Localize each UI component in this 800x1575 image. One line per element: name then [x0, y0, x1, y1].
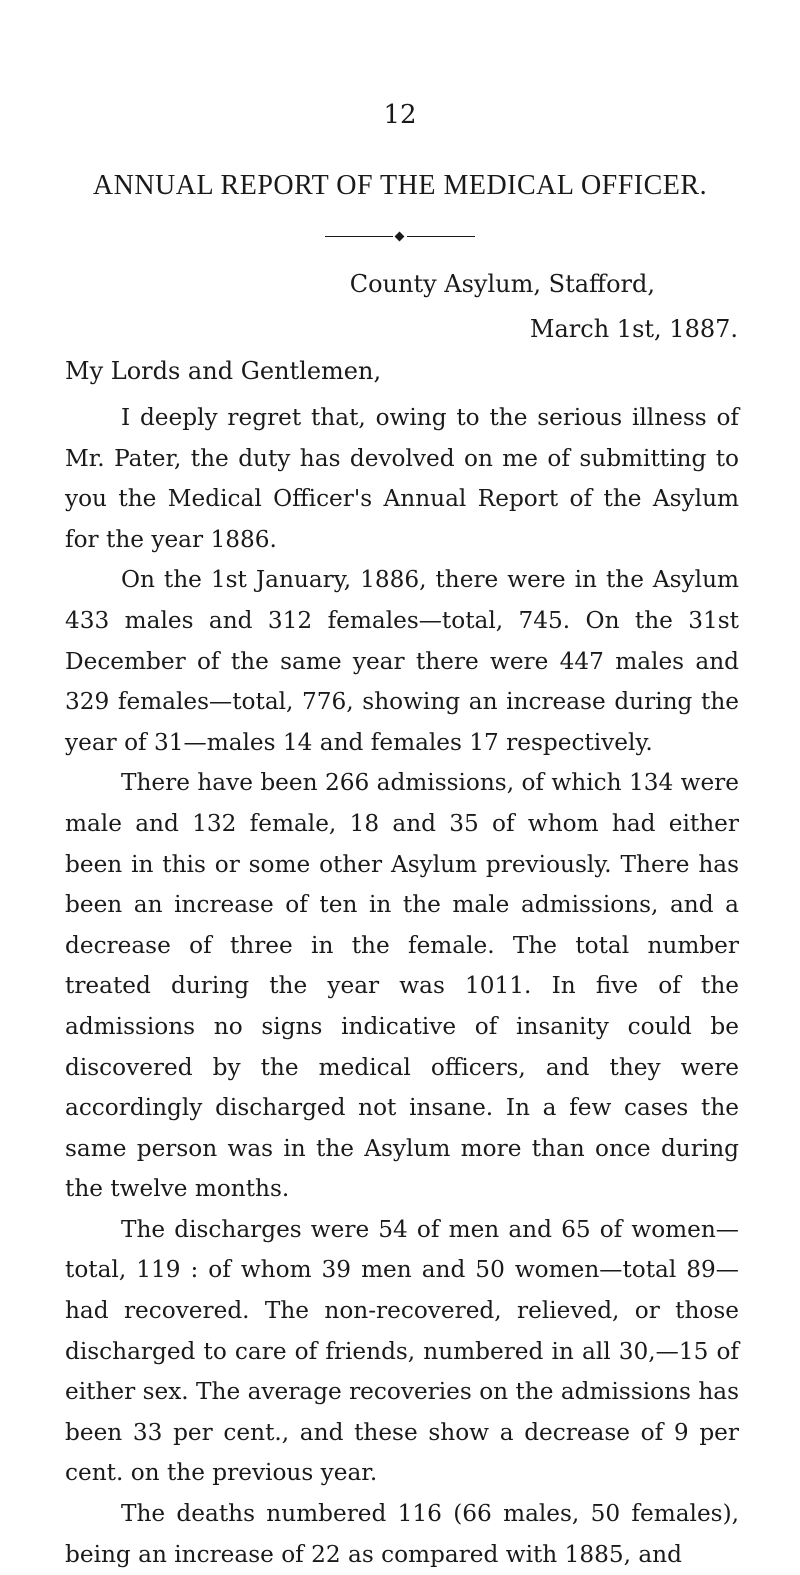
diamond-icon: [395, 232, 405, 242]
address-date: March 1st, 1887.: [529, 315, 738, 343]
divider-line-right: [407, 236, 475, 237]
title-divider-ornament: [325, 232, 475, 242]
paragraph-intro: I deeply regret that, owing to the serious illness of Mr. Pater, the duty has devolved on me of submitting to you the Medical Officer's Annual Report of the Asylum for the year 1886.: [65, 404, 739, 553]
paragraph-admissions: There have been 266 admissions, of which 134 were male and 132 female, 18 and 35 of whom had either been in this or some other Asylum previously. There has been an increase of ten in the male admissions, and a decrease of three in the female. The total number treated during the year was 1011. In five of the admissions no signs indicative of insanity could be discovered by the medical officers, and they were accordingly discharged not insane. In a few cases the same person was in the Asylum more than once during the twelve months.: [65, 769, 739, 1203]
paragraph-deaths: The deaths numbered 116 (66 males, 50 females), being an increase of 22 as compared with 1885, and: [65, 1500, 739, 1568]
page-number: 12: [383, 100, 417, 130]
paragraph-population: On the 1st January, 1886, there were in the Asylum 433 males and 312 females—total, 745. On the 31st December of the same year there were 447 males and 329 females—total, 776, showing an increase during the year of 31—males 14 and females 17 respectively.: [65, 566, 739, 756]
divider-line-left: [325, 236, 393, 237]
address-place: County Asylum, Stafford,: [349, 270, 655, 298]
paragraph-discharges: The discharges were 54 of men and 65 of women—total, 119 : of whom 39 men and 50 women—total 89—had recovered. The non-recovered, relieved, or those discharged to care of friends, numbered in all 30,—15 of either sex. The average recoveries on the admissions has been 33 per cent., and these show a decrease of 9 per cent. on the previous year.: [65, 1215, 739, 1487]
report-title: ANNUAL REPORT OF THE MEDICAL OFFICER.: [92, 170, 708, 201]
report-body: [65, 398, 739, 1575]
salutation: My Lords and Gentlemen,: [65, 357, 382, 385]
